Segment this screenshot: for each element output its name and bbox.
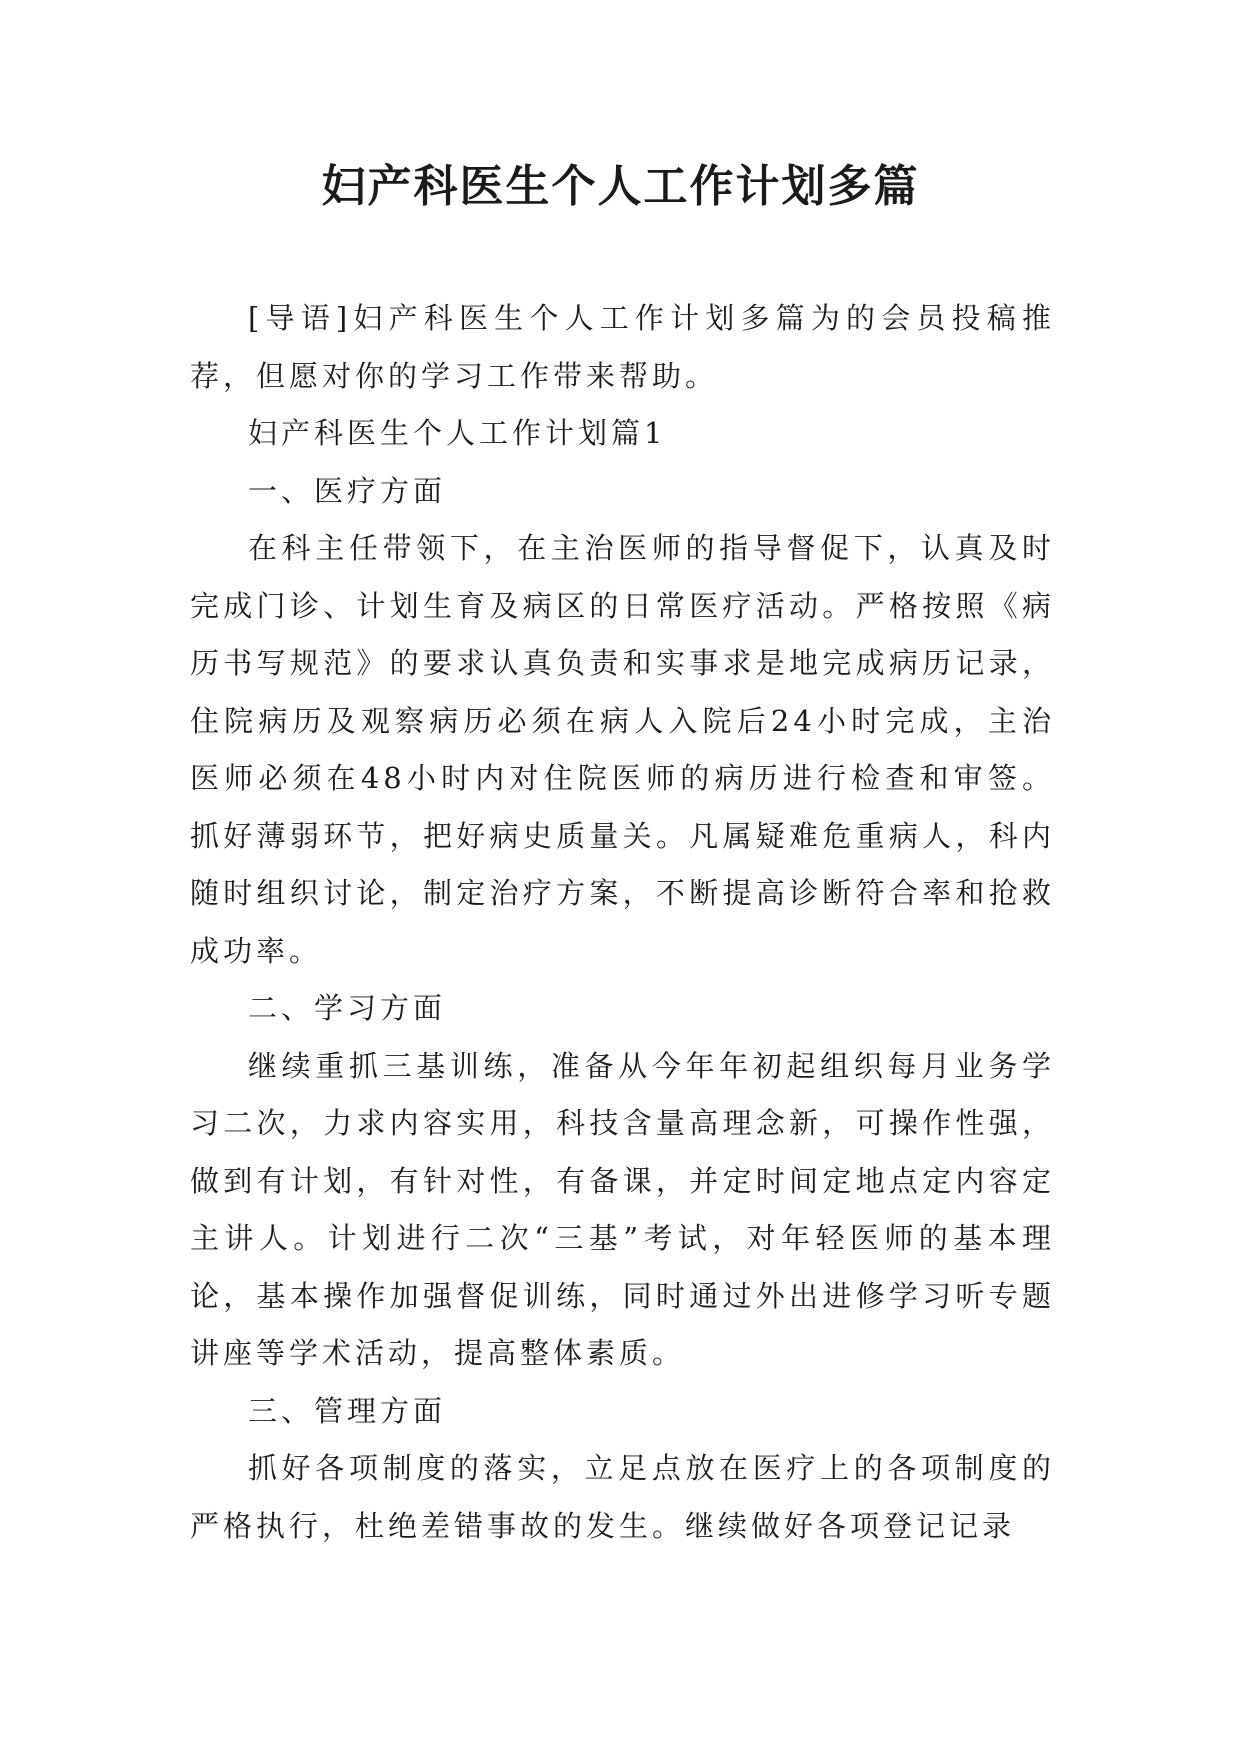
paragraph-study: 继续重抓三基训练，准备从今年年初起组织每月业务学习二次，力求内容实用，科技含量高理念新，可操作性强，做到有计划，有针对性，有备课，并定时间定地点定内容定主讲人。计划进行二次“三基”考试，对年轻医师的基本理论，基本操作加强督促训练，同时通过外出进修学习听专题讲座等学术活动，提高整体素质。 — [190, 1048, 1055, 1370]
intro-paragraph: [导语]妇产科医生个人工作计划多篇为的会员投稿推荐，但愿对你的学习工作带来帮助。 — [190, 301, 1055, 393]
document-body — [190, 290, 1055, 1555]
heading-study: 二、学习方面 — [248, 991, 447, 1025]
paragraph-medical: 在科主任带领下，在主治医师的指导督促下，认真及时完成门诊、计划生育及病区的日常医疗活动。严格按照《病历书写规范》的要求认真负责和实事求是地完成病历记录，住院病历及观察病历必须在病人入院后24小时完成，主治医师必须在48小时内对住院医师的病历进行检查和审签。抓好薄弱环节，把好病史质量关。凡属疑难危重病人，科内随时组织讨论，制定治疗方案，不断提高诊断符合率和抢救成功率。 — [190, 531, 1055, 968]
section-title: 妇产科医生个人工作计划篇1 — [248, 416, 667, 450]
heading-medical: 一、医疗方面 — [248, 473, 447, 508]
document-title: 妇产科医生个人工作计划多篇 — [321, 161, 920, 212]
heading-management: 三、管理方面 — [248, 1393, 447, 1428]
paragraph-management: 抓好各项制度的落实，立足点放在医疗上的各项制度的严格执行，杜绝差错事故的发生。继续做好各项登记记录 — [190, 1451, 1055, 1543]
